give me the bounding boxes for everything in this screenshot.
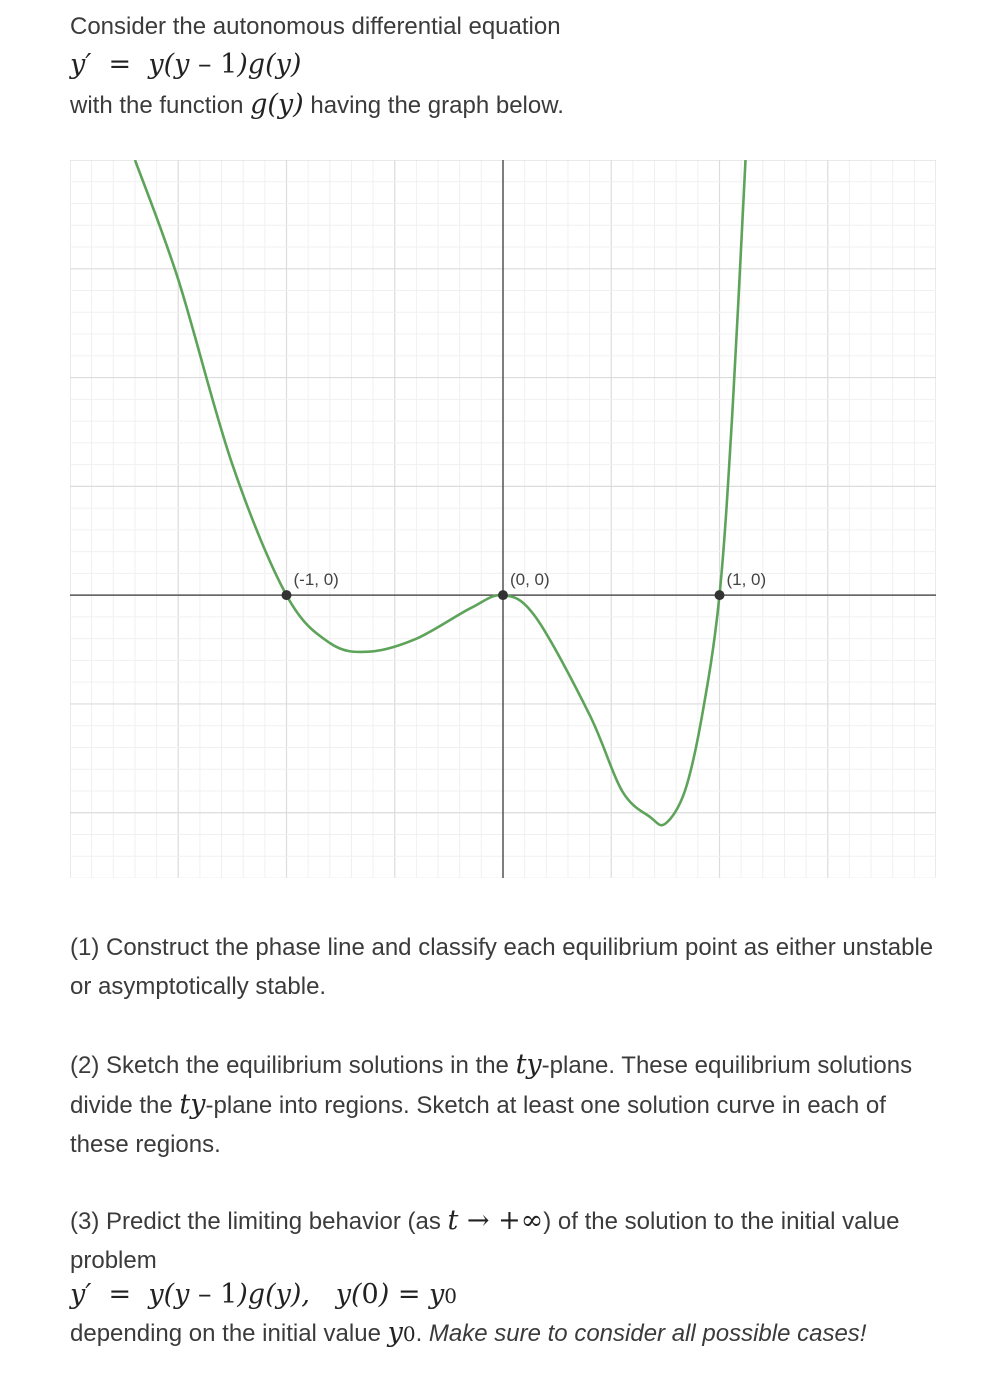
part-3-closing <box>70 1318 957 1349</box>
intro-line-3 <box>70 90 957 121</box>
g-of-y-symbol: g(y) <box>250 89 304 120</box>
point-label-2: (0, 0) <box>510 570 550 590</box>
intro-line-1 <box>70 12 957 42</box>
part-2-text-b: -plane. These equilibrium solutions divide the <box>70 1052 913 1119</box>
part-3 <box>70 1201 950 1280</box>
part-1-text: (1) Construct the phase line and classify each equilibrium point as either unstable or asymptotically stable. <box>70 934 934 1000</box>
ivp-equation <box>70 1280 957 1311</box>
part-3-text-d: . <box>415 1320 429 1347</box>
equation-text: y′ = y(y – 1)g(y) <box>70 49 302 80</box>
part-3-text-c: depending on the initial value <box>70 1320 388 1347</box>
intro-text-3b: having the graph below. <box>303 92 564 119</box>
intro-text-1: Consider the autonomous differential equation <box>70 13 561 40</box>
y0-symbol: y0 <box>387 1317 416 1348</box>
part-2-text-a: (2) Sketch the equilibrium solutions in the <box>70 1052 516 1079</box>
equation-main <box>70 50 957 81</box>
ty-symbol-1: ty <box>515 1049 542 1080</box>
part-3-text-b: ) of the solution to the initial value problem <box>70 1208 900 1274</box>
point-label-1: (-1, 0) <box>293 570 339 590</box>
ivp-equation-text: y′ = y(y – 1)g(y), y(0) = y0 <box>70 1279 458 1310</box>
equilibrium-point-3 <box>715 590 725 600</box>
equilibrium-point-2 <box>498 590 508 600</box>
part-3-emphasis: Make sure to consider all possible cases! <box>428 1320 867 1347</box>
part-1 <box>70 928 950 1006</box>
point-label-3: (1, 0) <box>726 570 767 590</box>
part-3-text-a: (3) Predict the limiting behavior (as <box>70 1208 448 1235</box>
part-2-text-c: -plane into regions. Sketch at least one solution curve in each of these regions. <box>70 1092 886 1158</box>
intro-text-3a: with the function <box>70 92 251 119</box>
limit-expression: t → +∞ <box>447 1205 544 1236</box>
ty-symbol-2: ty <box>179 1089 206 1120</box>
part-2 <box>70 1045 950 1164</box>
equilibrium-point-1 <box>282 590 292 600</box>
g-of-y-graph <box>70 160 936 878</box>
